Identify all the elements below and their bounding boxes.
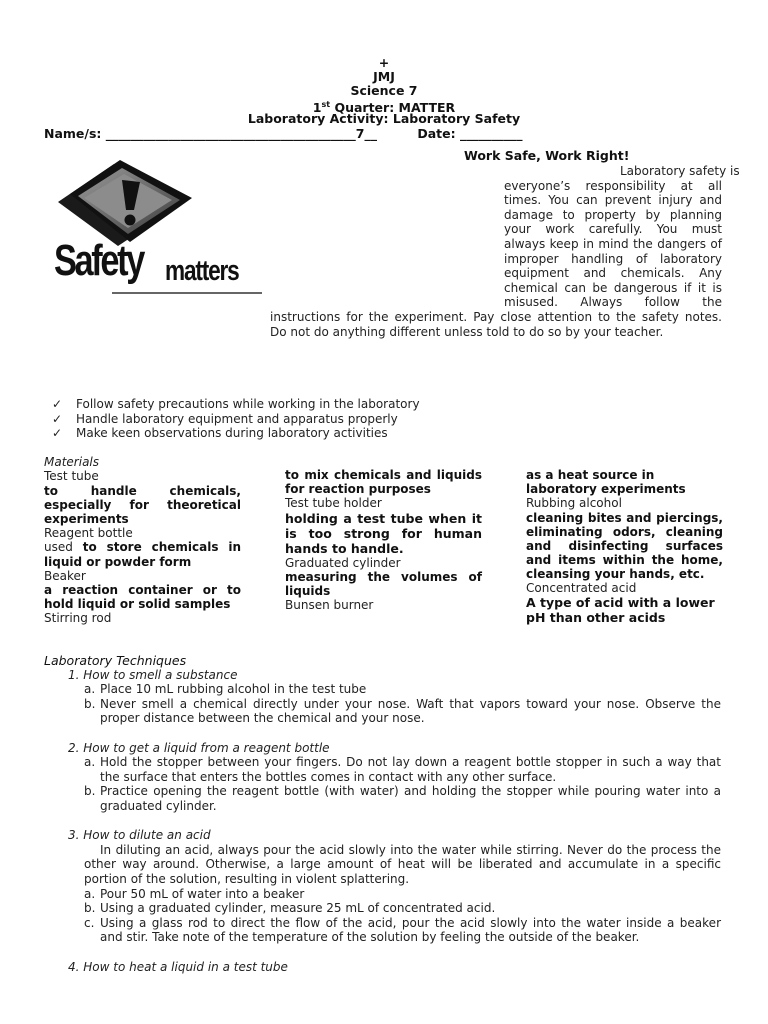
- technique-title: [68, 741, 330, 756]
- material-use-text: to store chemicals in liquid or powder form: [44, 540, 241, 569]
- step-text: Never smell a chemical directly under your nose. Waft that vapors toward your nose. Observe the: [100, 696, 721, 711]
- technique-number: 4.: [68, 959, 80, 974]
- step-text: graduated cylinder.: [100, 799, 217, 813]
- intro-title: Work Safe, Work Right!: [464, 148, 630, 163]
- logo-word-matters: matters: [165, 255, 239, 287]
- material-use: measuring the volumes of liquids: [285, 570, 482, 599]
- grade-blank: __: [364, 126, 377, 141]
- intro-line: chemical can be dangerous if it is: [504, 280, 722, 295]
- grade-number: 7: [355, 126, 365, 141]
- intro-line: Laboratory safety is: [620, 164, 740, 178]
- objective-text: Make keen observations during laboratory activities: [76, 426, 388, 441]
- step-label: a.: [84, 886, 96, 901]
- check-icon: ✓: [52, 411, 63, 426]
- step-label: b.: [84, 696, 96, 711]
- step-label: a.: [84, 755, 96, 770]
- header-cross: +: [378, 55, 390, 70]
- technique-title: [68, 960, 288, 975]
- paragraph-line: portion of the solution, resulting in violent splattering.: [84, 872, 410, 886]
- header-subject: Science 7: [350, 83, 418, 98]
- material-use: to mix chemicals and liquids for reaction purposes: [285, 468, 482, 496]
- material-name: Bunsen burner: [285, 598, 374, 613]
- name-blank[interactable]: ________________________________________: [105, 126, 356, 141]
- intro-line: damage to property by planning: [504, 207, 722, 222]
- quarter-label: Quarter: MATTER: [330, 100, 456, 116]
- technique-title-text: How to smell a substance: [83, 667, 238, 682]
- material-use-prefix: used: [44, 540, 73, 555]
- quarter-number: 1: [312, 100, 322, 116]
- date-label: Date:: [417, 126, 460, 141]
- technique-title-text: How to get a liquid from a reagent bottle: [83, 740, 330, 755]
- material-name: Graduated cylinder: [285, 555, 401, 570]
- logo-word-safety: Safety: [54, 236, 143, 285]
- material-use: A type of acid with a lower pH than other acids: [526, 595, 715, 626]
- step-text: Hold the stopper between your fingers. Do not lay down a reagent bottle stopper in such a way that: [100, 755, 721, 770]
- material-use: [44, 540, 241, 569]
- material-name: Test tube: [44, 469, 99, 483]
- technique-title: [68, 828, 211, 843]
- quarter-superscript: st: [321, 100, 331, 109]
- technique-number: 3.: [68, 828, 80, 843]
- intro-line: always keep in mind the dangers of: [504, 237, 722, 251]
- step-text: and stir. Take note of the temperature of the solution by feeling the outside of the beaker.: [100, 930, 640, 945]
- technique-number: 1.: [68, 667, 80, 682]
- objective-item: [52, 412, 398, 427]
- material-name: Rubbing alcohol: [526, 496, 622, 510]
- materials-heading: Materials: [44, 455, 100, 469]
- intro-line: everyone’s responsibility at all: [504, 178, 722, 193]
- material-use: cleaning bites and piercings, eliminating odors, cleaning and disinfecting surfaces and items within the home, cleansing your hands, etc.: [526, 510, 723, 581]
- header-jmj: JMJ: [373, 69, 395, 84]
- material-use: holding a test tube when it is too strong for human hands to handle.: [285, 510, 482, 556]
- intro-line: misused. Always follow the: [504, 295, 722, 310]
- safety-matters-logo: [52, 158, 270, 298]
- material-name: Beaker: [44, 568, 86, 583]
- step-text: Place 10 mL rubbing alcohol in the test tube: [100, 682, 367, 697]
- objective-item: [52, 397, 420, 412]
- name-line: [44, 126, 744, 141]
- objective-text: Handle laboratory equipment and apparatus properly: [76, 411, 398, 426]
- intro-line: equipment and chemicals. Any: [504, 266, 722, 281]
- step-text: proper distance between the chemical and your nose.: [100, 711, 425, 726]
- technique-title-text: How to heat a liquid in a test tube: [83, 959, 288, 974]
- objective-text: Follow safety precautions while working in the laboratory: [76, 397, 420, 411]
- paragraph-line: In diluting an acid, always pour the acid slowly into the water while stirring. Never do the process the: [100, 842, 721, 857]
- step-text: Using a graduated cylinder, measure 25 mL of concentrated acid.: [100, 901, 496, 916]
- step-text: Using a glass rod to direct the flow of the acid, pour the acid slowly into the water inside a beaker: [100, 915, 721, 930]
- intro-line: improper handling of laboratory: [504, 251, 722, 266]
- technique-number: 2.: [68, 740, 80, 755]
- material-use: a reaction container or to hold liquid or solid samples: [44, 583, 241, 612]
- step-label: a.: [84, 682, 96, 697]
- techniques-heading: Laboratory Techniques: [44, 653, 187, 668]
- check-icon: ✓: [52, 426, 63, 441]
- step-label: b.: [84, 901, 96, 916]
- header-activity: Laboratory Activity: Laboratory Safety: [247, 111, 521, 126]
- material-name: Concentrated acid: [526, 580, 637, 595]
- materials-column-2: [285, 468, 482, 613]
- materials-column-1: [44, 469, 241, 626]
- step-text: Practice opening the reagent bottle (with water) and holding the stopper while pouring water into a: [100, 784, 721, 799]
- intro-line: instructions for the experiment. Pay close attention to the safety notes.: [270, 310, 722, 324]
- paragraph-line: other way around. Otherwise, a large amount of heat will be liberated and accumulate in a specific: [84, 857, 721, 872]
- material-use: to handle chemicals, especially for theoretical experiments: [44, 483, 241, 526]
- material-use: as a heat source in laboratory experiments: [526, 468, 686, 496]
- logo-underline: [112, 292, 262, 294]
- name-label: Name/s:: [44, 126, 106, 141]
- technique-title-text: How to dilute an acid: [83, 828, 211, 843]
- step-text: Pour 50 mL of water into a beaker: [100, 886, 305, 901]
- material-name: Stirring rod: [44, 611, 112, 626]
- technique-title: [68, 668, 237, 683]
- intro-line: Do not do anything different unless told to do so by your teacher.: [270, 324, 664, 339]
- materials-column-3: [526, 468, 723, 625]
- material-name: Reagent bottle: [44, 525, 133, 540]
- check-icon: ✓: [52, 397, 63, 411]
- intro-line: your work carefully. You must: [504, 222, 722, 237]
- step-label: b.: [84, 784, 96, 799]
- date-blank[interactable]: __________: [459, 126, 523, 141]
- intro-line: times. You can prevent injury and: [504, 193, 722, 208]
- objective-item: [52, 426, 388, 441]
- material-name: Test tube holder: [285, 496, 382, 510]
- step-label: c.: [84, 915, 95, 930]
- step-text: the surface that enters the bottles comes in contact with any other surface.: [100, 769, 557, 784]
